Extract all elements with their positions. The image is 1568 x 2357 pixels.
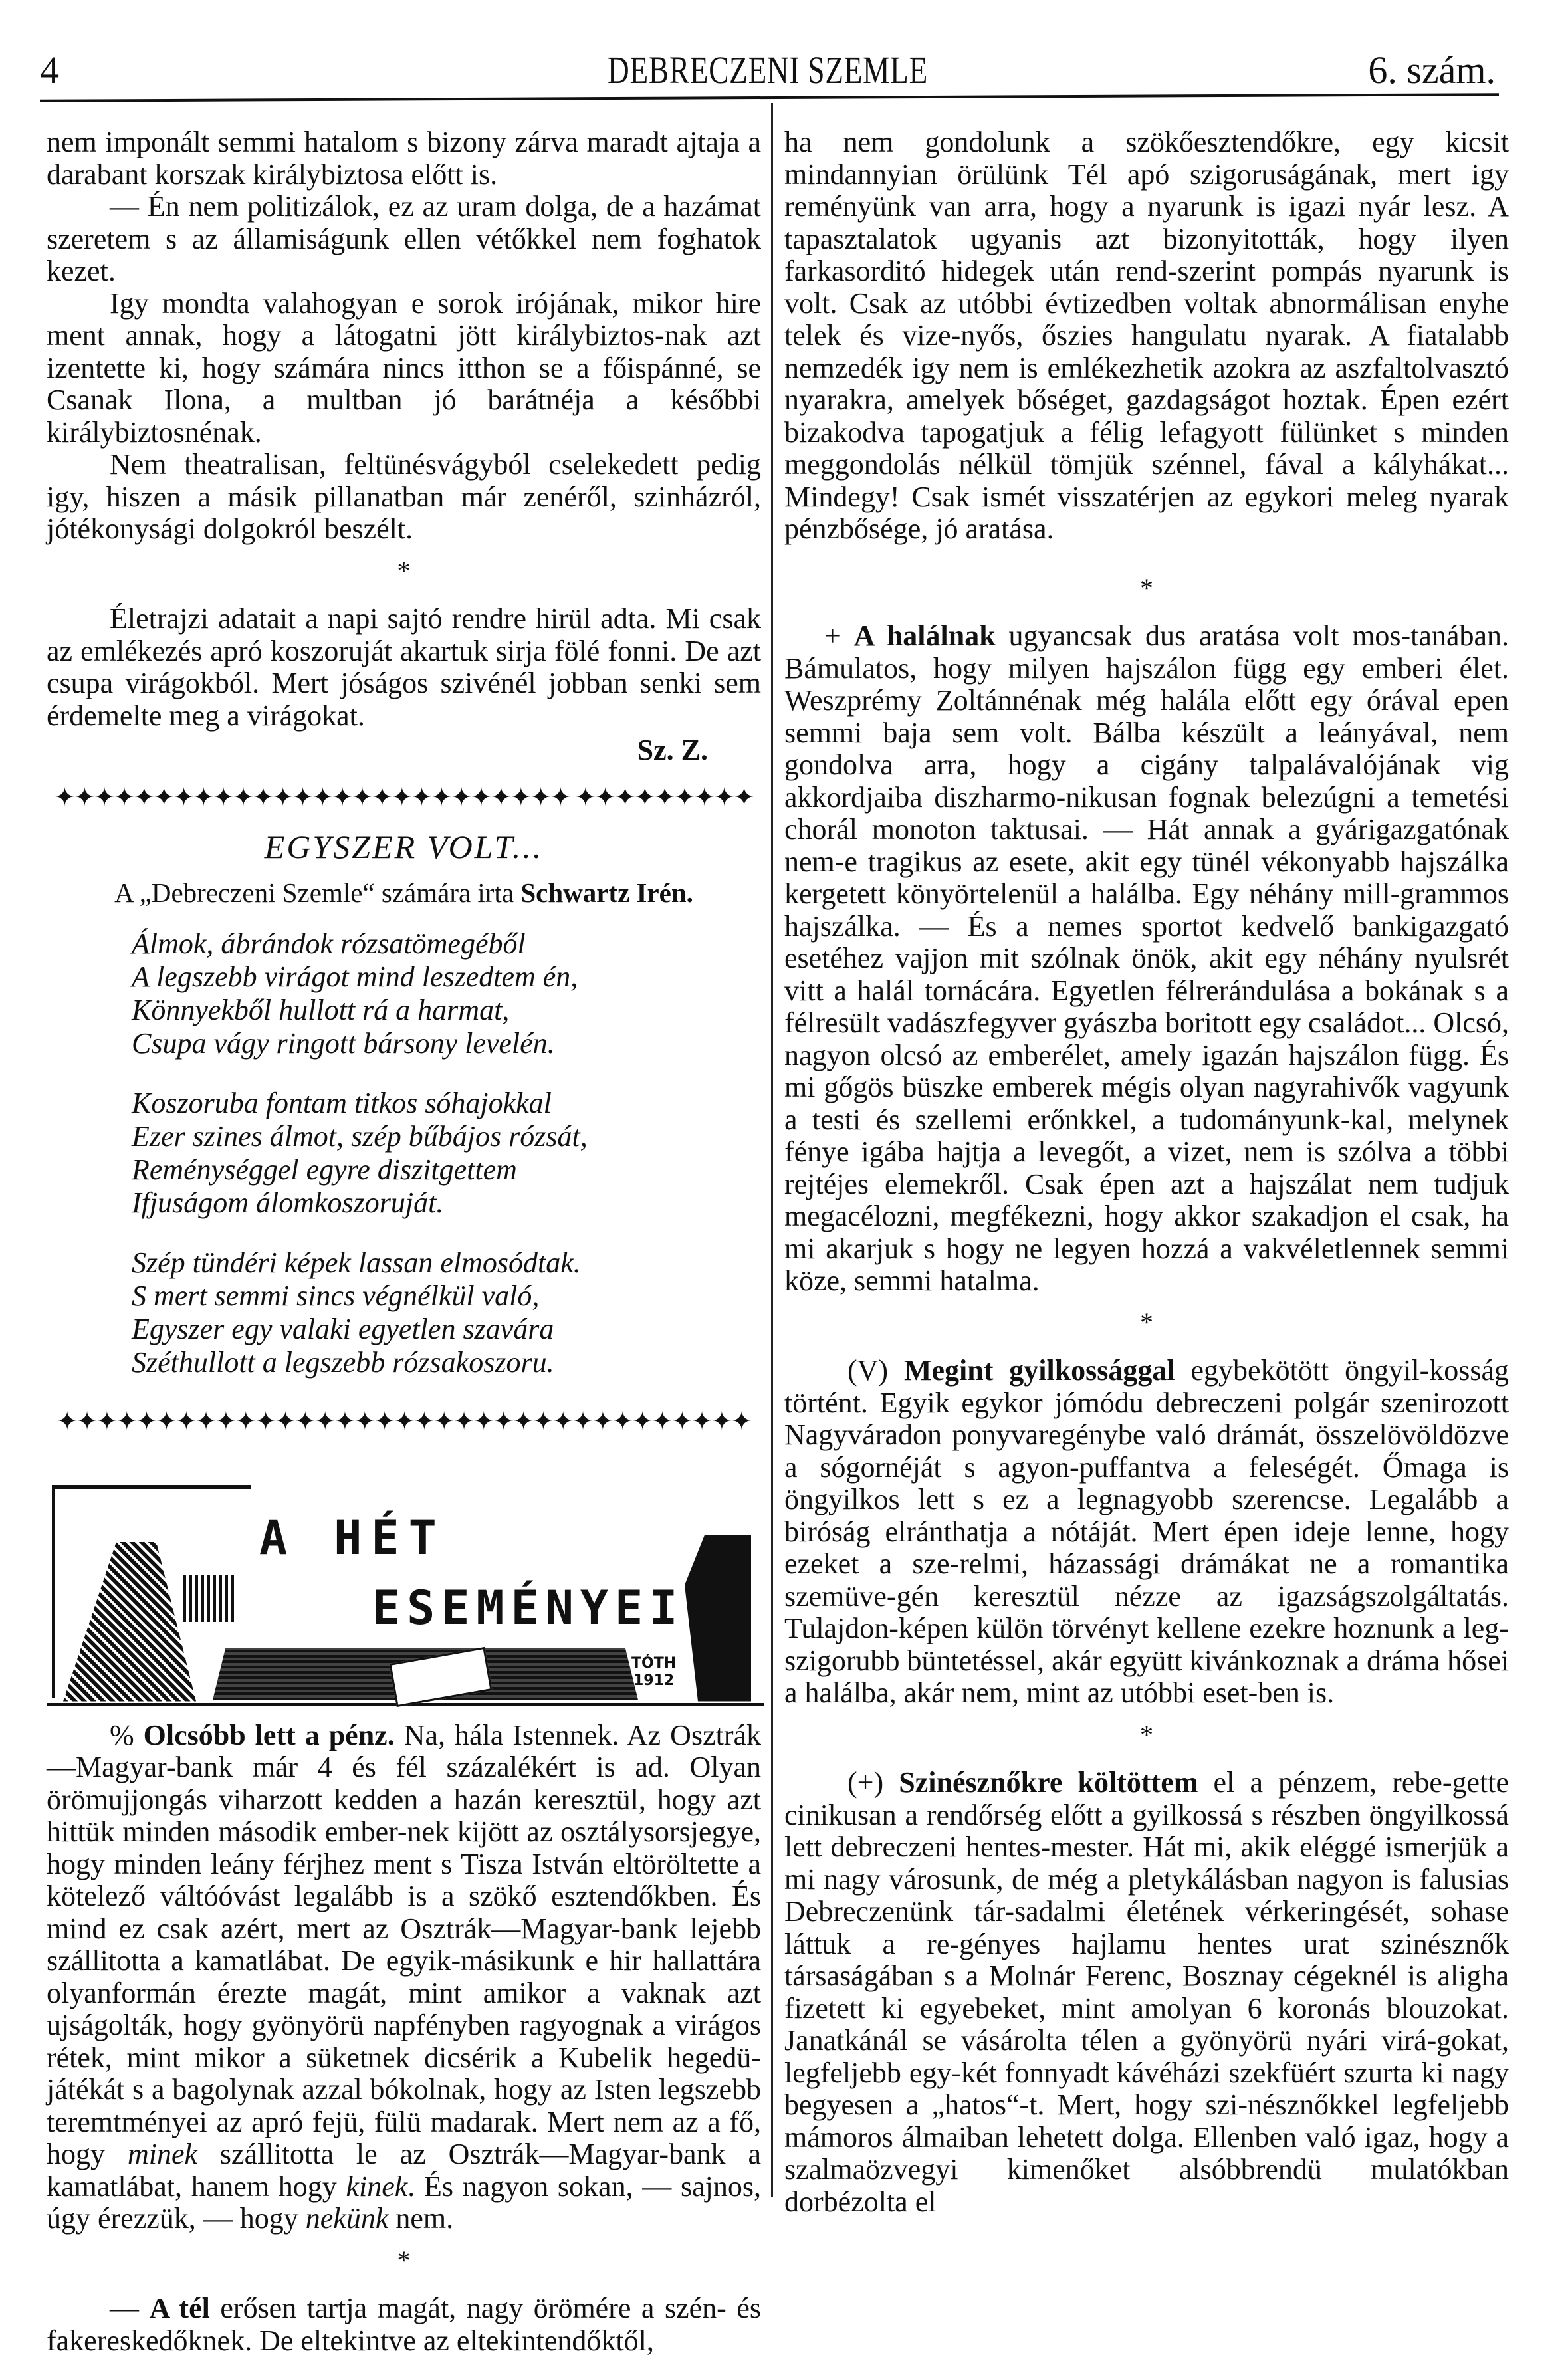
paragraph: Nem theatralisan, feltünésvágyból cselekedett pedig igy, hiszen a másik pillanatban már zenéről, szinházról, jótékonysági dolgokról beszélt. <box>47 448 761 545</box>
poem-line: Reménységgel egyre diszitgettem <box>132 1153 517 1186</box>
ornament-rule: ✦✦✦✦✦✦✦✦✦✦✦✦✦✦✦✦✦✦✦✦✦✦✦✦✦✦ ✦✦✦✦✦✦✦✦✦ <box>54 783 754 812</box>
asterisk-divider: * <box>1140 1307 1153 1337</box>
emphasis: kinek <box>346 2170 408 2203</box>
byline-prefix: A „Debreczeni Szemle“ számára irta <box>114 877 514 908</box>
news-headline: Megint gyilkossággal <box>903 1354 1175 1387</box>
section-illustration <box>47 1456 764 1706</box>
news-headline: A halálnak <box>853 619 996 652</box>
poem-line: Szép tündéri képek lassan elmosódtak. <box>132 1246 581 1279</box>
news-body: ugyancsak dus aratása volt mos-tanában. Bámulatos, hogy milyen hajszálon függ egy emberi élet. Weszprémy Zoltánnénak még halála előtt egy órával epen semmi baja sem volt. Bálba készült a leányával, nem gondolva arra, hogy a cigány talpalávalójának vig akkordjaiba diszharmo-nikusan fognak belezúgni a temetési chorál monoton taktusai. — Hát annak a gyárigazgatónak nem-e tragikus az esete, akit egy tünél vékonyabb hajszálka kergetett könyörtelenül a halálba. Egy néhány mill-grammos hajszálka. — És a nemes sportot kedvelő bankigazgató esetéhez vajjon mit szólnak önök, akit egy néhány nyulsrét vitt a halál tornácára. Egyetlen félrerándulása a bokának s a félresült vadászfegyver gyászba boritott egy családot... Olcsó, nagyon olcsó az emberélet, amely igazán hajszálon függ. És mi gőgös büszke emberek mégis olyan nagyrahivők vagyunk a testi és szellemi erőnkkel, a tudományunk-kal, melynek fénye igába hajtja a levegőt, a vizet, nem is szólva a többi rejtéjes elemekről. Csak épen azt a hajszálat nem tudjuk megacélozni, megfékezni, hogy akkor szakadjon el csak, ha mi akarjuk s hogy ne legyen hozzá a vakvéletlennek semmi köze, semmi hatalma. <box>784 619 1509 1297</box>
news-body: szállitotta le az Osztrák—Magyar-bank a kamatlábat, hanem hogy <box>47 2138 762 2203</box>
paragraph: — Én nem politizálok, ez az uram dolga, de a hazámat szeretem s az államiságunk ellen vétőkkel nem foghatok kezet. <box>47 190 761 287</box>
poem-title: EGYSZER VOLT... <box>264 828 544 865</box>
asterisk-divider: * <box>1140 1719 1153 1749</box>
item-marker: + <box>824 619 841 652</box>
paragraph: nem imponált semmi hatalom s bizony zárva maradt ajtaja a darabant korszak királybiztosa előtt is. <box>47 126 761 191</box>
signature: Sz. Z. <box>637 734 708 766</box>
photographer-figure-icon <box>685 1535 751 1702</box>
poem-stanza-3 <box>47 1246 761 1379</box>
news-item <box>784 1767 1509 2218</box>
poem-line: Ifjuságom álomkoszoruját. <box>132 1186 444 1219</box>
issue-number: 6. szám. <box>1368 49 1496 92</box>
asterisk-divider: * <box>397 555 411 586</box>
ornament-rule: ✦✦✦✦✦✦✦✦✦✦✦✦✦✦✦✦✦✦✦✦✦✦✦✦✦✦✦✦✦✦✦✦✦✦✦ <box>56 1408 751 1436</box>
item-marker: (+) <box>847 1766 884 1799</box>
poem-author: Schwartz Irén. <box>520 877 693 908</box>
page-number: 4 <box>40 49 59 92</box>
poem-line: Egyszer egy valaki egyetlen szavára <box>132 1313 554 1345</box>
news-item <box>47 2293 761 2357</box>
paragraph: ha nem gondolunk a szökőesztendőkre, egy kicsit mindannyian örülünk Tél apó szigoruságának, mert igy reményünk van arra, hogy a nyarunk is igazi nyár lesz. A tapasztalatok ugyanis azt bizonyitották, hogy ilyen farkasorditó hidegek után rend-szerint pompás nyarunk is volt. Csak az utóbbi évtizedben voltak abnormálisan enyhe telek és vize-nyős, őszies hangulatu nyarak. A fiatalabb nemzedék igy nem is emlékezhetik azokra az aszfaltolvasztó nyarakra, amelyek bőséget, gazdagságot hoztak. Épen ezért bizakodva tapogatjuk a félig lefagyott fülünket s minden meggondolás nélkül tömjük szénnel, fával a kályhákat... Mindegy! Csak ismét visszatérjen az egykori meleg nyarak pénzbősége, jó aratása. <box>784 126 1509 545</box>
news-body: el a pénzem, rebe-gette cinikusan a rendőrség előtt a gyilkossá s részben öngyilkossá lett debreczeni hentes-mester. Hát mi, akik eléggé ismerjük a mi nagy városunk, de még a pletykálásban nagyon is falusias Debreczenünk tár-sadalmi életének vérkeringését, sohase láttuk a re-gényes hajlamu hentes urat szinésznők társaságában s a Molnár Ferenc, Bosznay cégeknél is aligha fizetett ki egyebeket, mint amolyan 6 koronás blouzokat. Janatkánál se vásárolta télen a gyönyörü nyári virá-gokat, legfeljebb egy-két fonnyadt kávéházi szekfüért szurta ki nagy begyesen a „hatos“-t. Mert, hogy szi-nésznőkkel legfeljebb mámoros álmaiban lehetett dolga. Ellenben való igaz, hogy a szalmaözvegyi kimenőket alsóbbrendü mulatókban dorbézolta el <box>784 1766 1510 2218</box>
poem-line: Ezer szines álmot, szép bűbájos rózsát, <box>132 1120 588 1153</box>
paragraph: Igy mondta valahogyan e sorok irójának, mikor hire ment annak, hogy a látogatni jött királybiztos-nak azt izentette ki, hogy számára nincs itthon se a főispánné, se Csanak Ilona, a multban jó barátnéja a későbbi királybiztosnénak. <box>47 286 761 449</box>
emphasis: minek <box>127 2138 197 2170</box>
column-divider <box>771 103 773 2197</box>
news-body: egybekötött öngyil-kosság történt. Egyik egykor jómódu debreczeni polgár szenirozott Nagyváradon ponyvaregénybe való drámát, összelövöldözve a sógornéját s agyon-puffantva a feleségét. Őmaga is öngyilkos lett s ez a legnagyobb szerencse. Legalább a biróság elránthatja a nótáját. Mert épen ideje lenne, hogy ezeket a sze-relmi, házassági drámákat ne a romantika szemüve-gén keresztül nézze az igazságszolgáltatás. Tulajdon-képen külön törvényt kellene ezekre hoznunk a leg-szigorubb büntetéssel, akár együtt kivánkoznak a dráma hősei a halálba, akár nem, mint az utóbbi eset-ben is. <box>784 1354 1509 1709</box>
masthead-title: DEBRECZENI SZEMLE <box>608 49 928 92</box>
news-headline: Szinésznőkre költöttem <box>899 1766 1198 1799</box>
camera-bellows-icon <box>183 1575 236 1622</box>
news-item <box>784 1355 1509 1710</box>
artist-year: 1912 <box>633 1672 675 1689</box>
right-column <box>784 126 1509 2218</box>
asterisk-divider: * <box>1140 572 1153 603</box>
news-item <box>47 1720 761 2235</box>
page-header <box>40 40 1496 100</box>
paragraph: Életrajzi adatait a napi sajtó rendre hirül adta. Mi csak az emlékezés apró koszoruját akartuk sirja fölé fonni. De azt csupa virágokból. Mert jóságos szivénél jobban senki sem érdemelte meg a virágokat. <box>47 602 761 732</box>
poem-stanza-1 <box>47 927 761 1060</box>
news-body: Na, hála Istennek. Az Osztrák—Magyar-bank már 4 és fél százalékért is ad. Olyan örömujjongás viharzott kedden a hazán keresztül, hogy azt hittük minden második ember-nek kijött az osztálysorsjegye, hogy minden leány férjhez ment s Tisza István eltöröltette a kötelező váltóóvást legalább is a szökő esztendőkben. És mind ez csak azért, mert az Osztrák—Magyar-bank lejebb szállitotta a kamatlábat. De egyik-másikunk e hir hallattára olyanformán érezte magát, mint amikor a vaknak azt ujságolták, hogy gyönyörü napfényben ragyognak a virágos rétek, mint mikor a süketnek dicsérik a Kubelik hegedü-játékát s a bagolynak azzal bókolnak, hogy az Isten legszebb teremtményei az apró fejü, fülü madarak. Mert nem az a fő, hogy <box>47 1718 762 2170</box>
illustration-title-line2: ESEMÉNYEI <box>372 1580 685 1635</box>
news-headline: Olcsóbb lett a pénz. <box>143 1718 395 1751</box>
poem-byline <box>47 877 761 909</box>
artist-signature <box>631 1655 676 1690</box>
poem-line: Csupa vágy ringott bársony levelén. <box>132 1027 555 1060</box>
item-marker: — <box>110 2292 139 2324</box>
frame-line <box>52 1485 251 1489</box>
left-column <box>47 126 761 2357</box>
emphasis: nekünk <box>305 2202 389 2235</box>
frame-line <box>52 1485 55 1698</box>
camera-icon <box>63 1542 196 1702</box>
news-body: . És nagyon sokan, — sajnos, úgy érezzük, — hogy <box>47 2170 761 2235</box>
news-headline: A tél <box>149 2292 210 2324</box>
news-body: erősen tartja magát, nagy örömére a szén- és fakereskedőknek. De eltekintve az eltekintendőktől, <box>47 2292 762 2357</box>
news-item <box>784 620 1509 1297</box>
poem-stanza-2 <box>47 1087 761 1220</box>
item-marker: (V) <box>847 1354 889 1387</box>
poem-line: Koszoruba fontam titkos sóhajokkal <box>132 1087 552 1119</box>
poem-line: Álmok, ábrándok rózsatömegéből <box>132 927 526 960</box>
artist-name: TÓTH <box>631 1654 677 1672</box>
illustration-title-line1: A HÉT <box>259 1510 446 1565</box>
poem-line: Könnyekből hullott rá a harmat, <box>132 994 510 1026</box>
news-body: nem. <box>388 2202 454 2235</box>
poem-line: Széthullott a legszebb rózsakoszoru. <box>132 1346 554 1379</box>
item-marker: % <box>110 1718 134 1751</box>
asterisk-divider: * <box>397 2245 411 2275</box>
poem-line: S mert semmi sincs végnélkül való, <box>132 1280 540 1312</box>
poem-line: A legszebb virágot mind leszedtem én, <box>132 960 578 993</box>
